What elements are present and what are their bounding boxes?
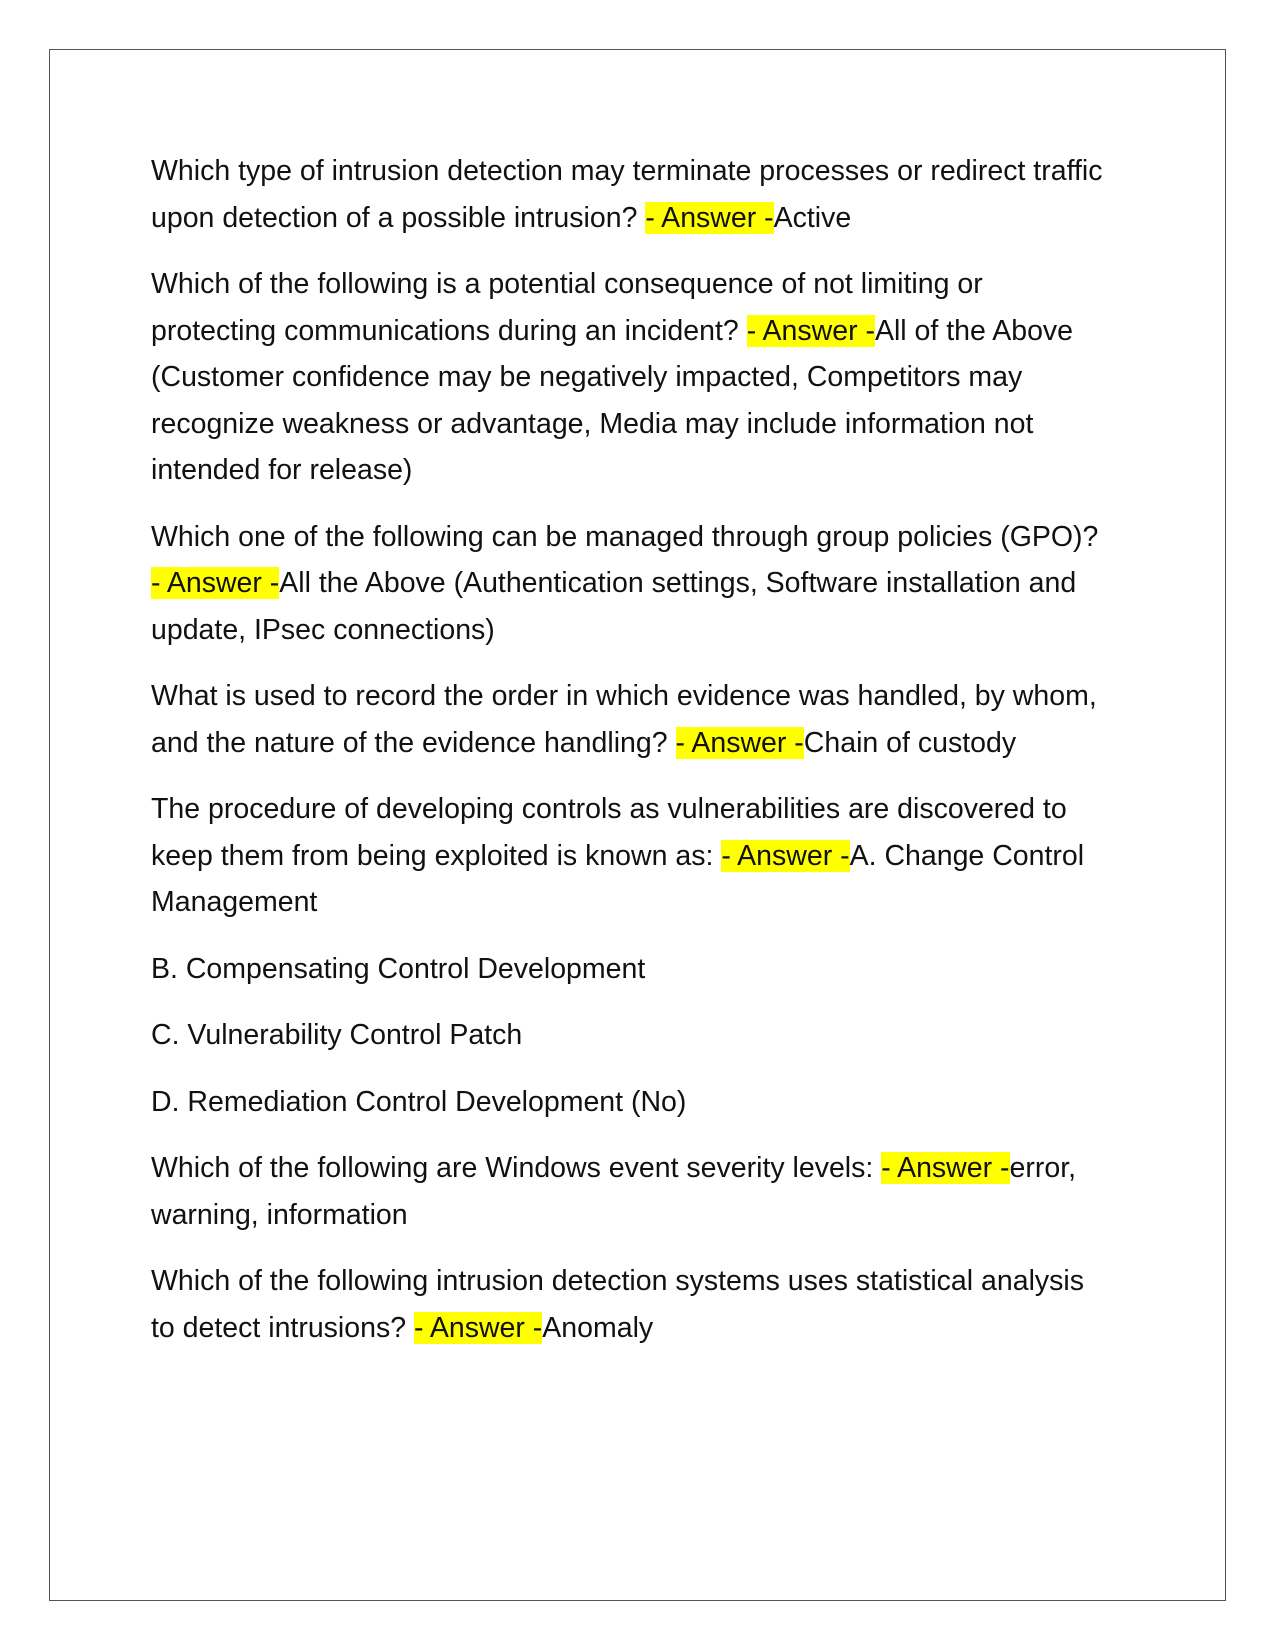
document-body [151, 148, 1111, 1371]
option-text: B. Compensating Control Development [151, 952, 646, 985]
answer-marker: - Answer - [746, 314, 875, 347]
qa-paragraph-1 [151, 148, 1111, 241]
option-paragraph-c [151, 1012, 1111, 1059]
qa-paragraph-5 [151, 786, 1111, 926]
qa-paragraph-4 [151, 673, 1111, 766]
option-paragraph-b [151, 946, 1111, 993]
option-paragraph-d [151, 1079, 1111, 1126]
answer-text: error, warning, information [151, 1152, 1077, 1231]
answer-text: Active [773, 201, 852, 234]
answer-marker: - Answer - [881, 1152, 1010, 1184]
answer-marker: - Answer - [721, 839, 850, 872]
question-text: What is used to record the order in which evidence was handled, by whom, and the nature of the evidence handling? [151, 680, 1097, 759]
question-text: Which of the following are Windows event severity levels: [151, 1152, 882, 1184]
question-text: Which of the following is a potential consequence of not limiting or protecting communications during an incident? [151, 268, 983, 347]
question-text: Which one of the following can be managed through group policies (GPO)? [151, 520, 1099, 553]
answer-text: Anomaly [542, 1311, 654, 1344]
answer-text: Chain of custody [803, 726, 1017, 759]
option-text: D. Remediation Control Development (No) [151, 1085, 687, 1118]
question-text: The procedure of developing controls as vulnerabilities are discovered to keep them from being exploited is known as: [151, 793, 1067, 872]
question-text: Which type of intrusion detection may terminate processes or redirect traffic upon detection of a possible intrusion? [151, 155, 1103, 234]
qa-paragraph-2 [151, 261, 1111, 494]
qa-paragraph-7 [151, 1258, 1111, 1351]
option-text: C. Vulnerability Control Patch [151, 1019, 523, 1051]
answer-marker: - Answer - [151, 567, 280, 599]
answer-text: A. Change Control Management [151, 839, 1085, 918]
qa-paragraph-6 [151, 1145, 1111, 1238]
question-text: Which of the following intrusion detection systems uses statistical analysis to detect intrusions? [151, 1265, 1084, 1344]
answer-text: All of the Above (Customer confidence may be negatively impacted, Competitors may recognize weakness or advantage, Media may include information not intended for release) [151, 314, 1074, 486]
answer-text: All the Above (Authentication settings, Software installation and update, IPsec connections) [151, 567, 1077, 646]
answer-marker: - Answer - [414, 1311, 543, 1344]
answer-marker: - Answer - [645, 201, 774, 234]
qa-paragraph-3 [151, 514, 1111, 654]
answer-marker: - Answer - [675, 726, 804, 759]
